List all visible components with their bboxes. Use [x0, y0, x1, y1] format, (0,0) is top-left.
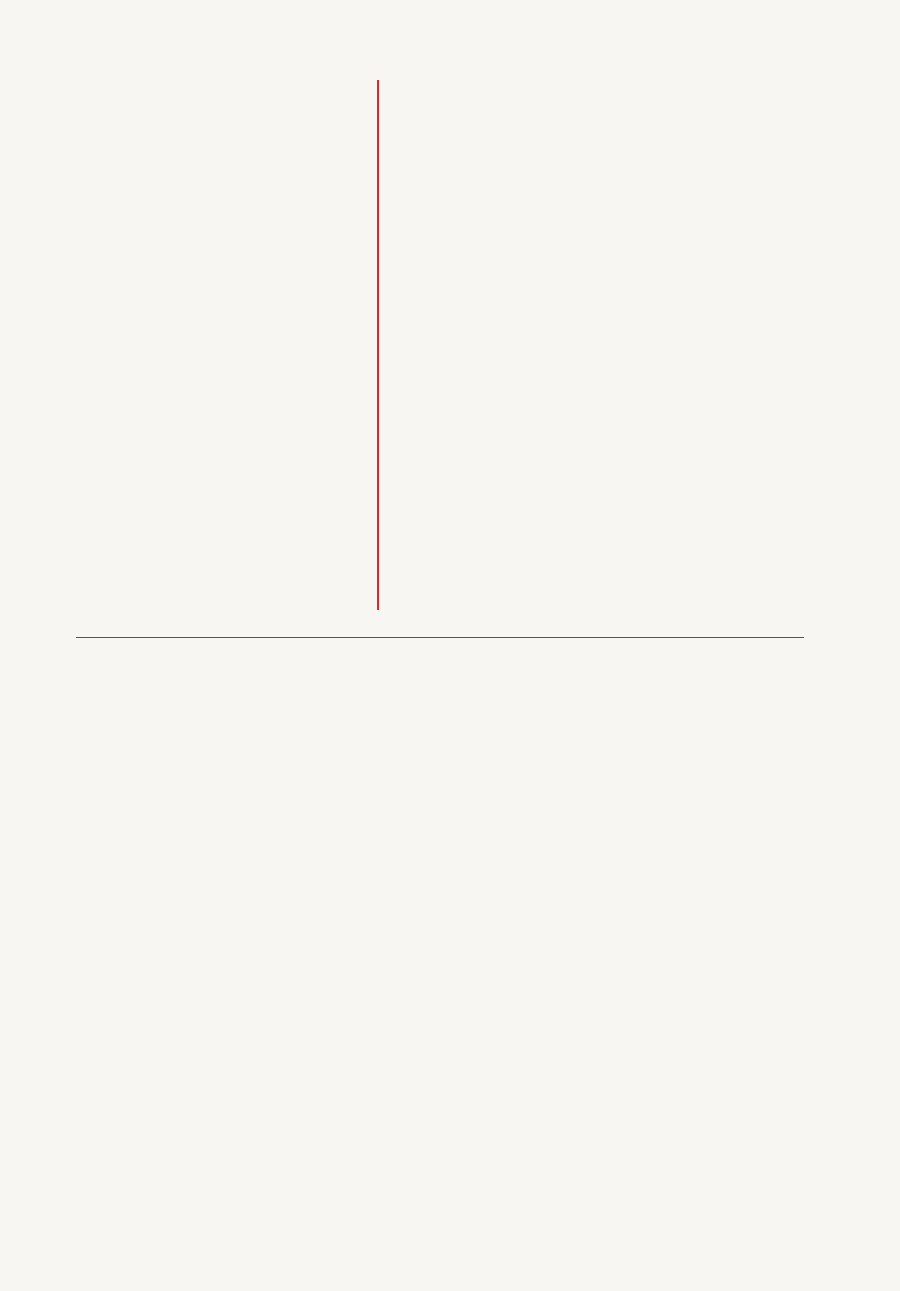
- section-divider: [76, 637, 804, 638]
- red-annotation-line: [377, 80, 379, 610]
